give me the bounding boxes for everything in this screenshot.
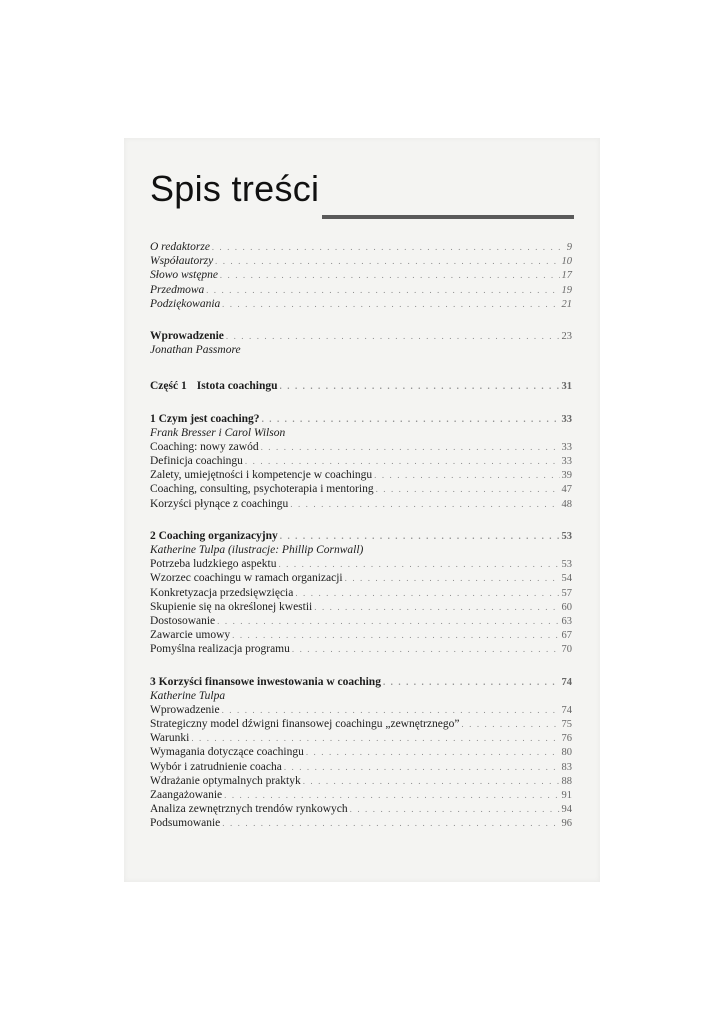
toc-entry-slowo-wstepne: Słowo wstępne . . . 17: [150, 268, 572, 282]
author-line: Frank Bresser i Carol Wilson: [150, 426, 286, 439]
toc-subentry: Wprowadzenie . . . 74: [150, 703, 572, 717]
title-rule: [322, 215, 574, 219]
front-matter: [150, 240, 572, 311]
toc-entry-chapter-2: 2 Coaching organizacyjny . . . 53: [150, 529, 572, 543]
toc-entry-przedmowa: Przedmowa . . . 19: [150, 283, 572, 297]
table-of-contents: [150, 240, 572, 849]
intro-section: [150, 329, 572, 357]
toc-subentry: Zalety, umiejętności i kompetencje w coachingu . . . 39: [150, 468, 572, 482]
toc-subentry: Zaangażowanie . . . 91: [150, 788, 572, 802]
page-title: Spis treści: [150, 168, 320, 209]
toc-subentry: Wzorzec coachingu w ramach organizacji . . . 54: [150, 571, 572, 585]
chapter-3-section: [150, 675, 572, 831]
toc-entry-chapter-1: 1 Czym jest coaching? . . . 33: [150, 412, 572, 426]
toc-subentry: Analiza zewnętrznych trendów rynkowych . . . 94: [150, 802, 572, 816]
author-line: Katherine Tulpa (ilustracje: Phillip Cornwall): [150, 544, 364, 556]
toc-subentry: Dostosowanie . . . 63: [150, 614, 572, 628]
toc-entry-part-1: Część 1 Istota coachingu . . . 31: [150, 379, 572, 393]
toc-entry-wspolautorzy: Współautorzy . . . 10: [150, 254, 572, 268]
toc-subentry: Podsumowanie . . . 96: [150, 816, 572, 830]
toc-subentry: Skupienie się na określonej kwestii . . . 60: [150, 600, 572, 614]
toc-entry-o-redaktorze: O redaktorze . . . 9: [150, 240, 572, 254]
toc-subentry: Wymagania dotyczące coachingu . . . 80: [150, 745, 572, 759]
author-line: Jonathan Passmore: [150, 344, 241, 357]
toc-subentry: Korzyści płynące z coachingu . . . 48: [150, 497, 572, 511]
toc-entry-chapter-3: 3 Korzyści finansowe inwestowania w coaching . . . 74: [150, 675, 572, 689]
chapter-1-section: [150, 412, 572, 511]
author-line: Katherine Tulpa: [150, 689, 226, 702]
part-number: Część 1: [150, 380, 187, 393]
toc-subentry: Definicja coachingu . . . 33: [150, 454, 572, 468]
toc-subentry: Potrzeba ludzkiego aspektu . . . 53: [150, 557, 572, 571]
toc-subentry: Konkretyzacja przedsięwzięcia . . . 57: [150, 586, 572, 600]
toc-entry-podziekowania: Podziękowania . . . 21: [150, 297, 572, 311]
toc-subentry: Pomyślna realizacja programu . . . 70: [150, 642, 572, 656]
toc-subentry: Coaching, consulting, psychoterapia i mentoring . . . 47: [150, 482, 572, 496]
toc-subentry: Wybór i zatrudnienie coacha . . . 83: [150, 760, 572, 774]
toc-subentry: Zawarcie umowy . . . 67: [150, 628, 572, 642]
toc-subentry: Warunki . . . 76: [150, 731, 572, 745]
chapter-2-section: [150, 529, 572, 657]
toc-subentry: Wdrażanie optymalnych praktyk . . . 88: [150, 774, 572, 788]
part-1-section: [150, 379, 572, 393]
toc-subentry: Strategiczny model dźwigni finansowej coachingu „zewnętrznego” . . . 75: [150, 717, 572, 731]
toc-entry-wprowadzenie: Wprowadzenie . . . 23: [150, 329, 572, 343]
part-title: Istota coachingu: [196, 380, 278, 393]
toc-subentry: Coaching: nowy zawód . . . 33: [150, 440, 572, 454]
